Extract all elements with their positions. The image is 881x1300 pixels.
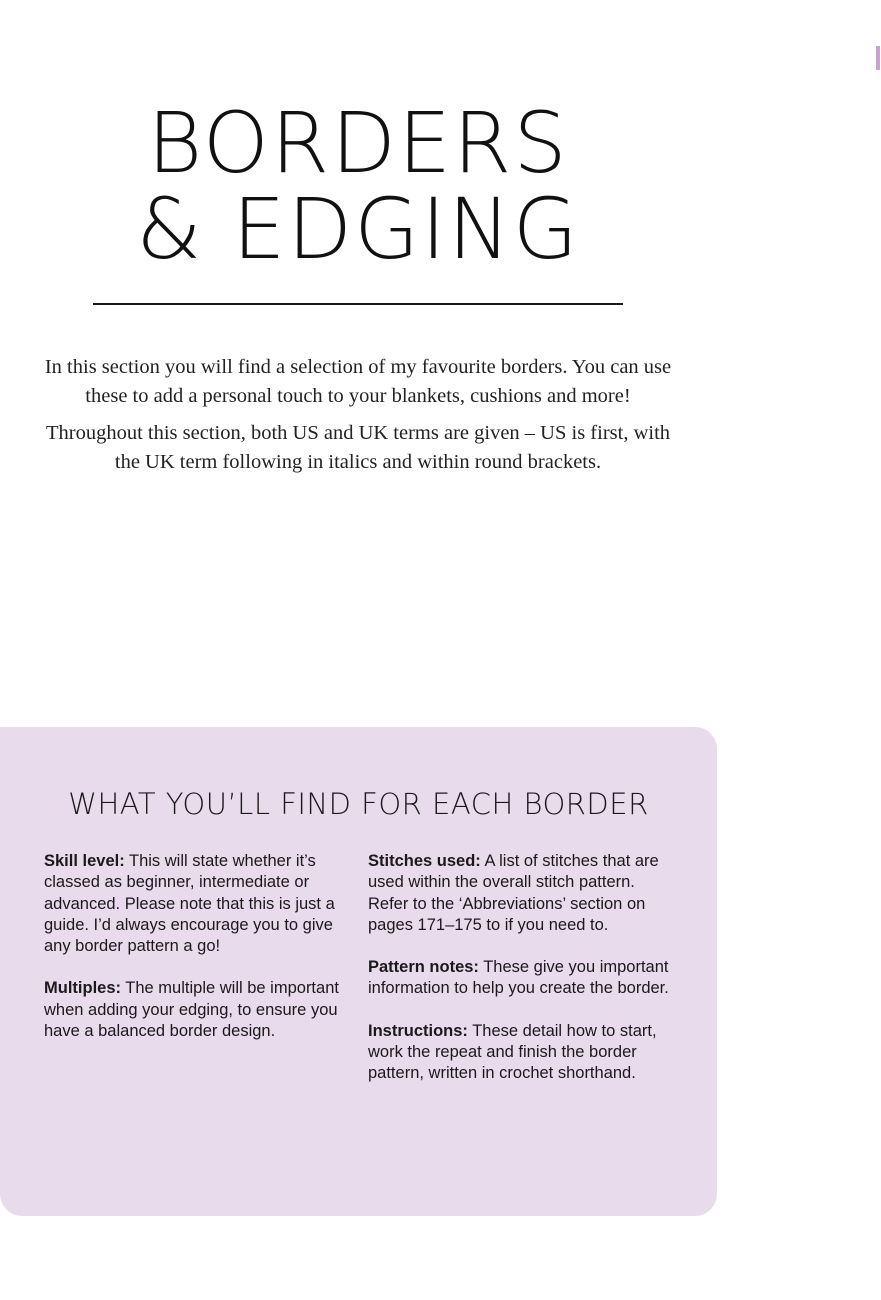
entry-term: Instructions: (368, 1021, 468, 1040)
intro-paragraph-2: Throughout this section, both US and UK terms are given – US is first, with the UK term following in italics and within round brackets. (45, 422, 671, 473)
entry-instructions (368, 1021, 672, 1085)
page-title-line-2: & EDGING (136, 180, 580, 278)
title-divider (93, 303, 623, 305)
page-title (0, 94, 716, 278)
entry-skill-level (44, 851, 340, 957)
section-tab-marker (876, 46, 880, 70)
intro-text (40, 353, 676, 485)
entry-multiples (44, 978, 340, 1042)
entry-term: Stitches used: (368, 852, 481, 870)
entry-description: These detail how to start, work the repeat and finish the border pattern, written in crochet shorthand. (368, 1021, 657, 1083)
info-panel-heading: WHAT YOU’LL FIND FOR EACH BORDER (68, 787, 649, 821)
entry-stitches-used (368, 851, 672, 936)
entry-term: Pattern notes: (368, 958, 479, 977)
intro-paragraph-1: In this section you will find a selection of my favourite borders. You can use these to add a personal touch to your blankets, cushions and more! (44, 356, 672, 407)
entry-description: These give you important information to help you create the border. (368, 958, 669, 998)
info-column-right (368, 851, 672, 1106)
entry-term: Skill level: (44, 852, 125, 870)
entry-description: This will state whether it’s classed as beginner, intermediate or advanced. Please note that this is just a guide. I’d always encourage you to give any border pattern a go! (44, 852, 335, 956)
entry-description: A list of stitches that are used within the overall stitch pattern. Refer to the ‘Abbreviations’ section on pages 171–175 to if you need to. (368, 852, 659, 934)
entry-description: The multiple will be important when adding your edging, to ensure you have a balanced border design. (44, 979, 339, 1041)
entry-pattern-notes (368, 957, 672, 1000)
entry-term: Multiples: (44, 979, 121, 998)
info-column-left (44, 851, 340, 1063)
page-title-line-1: BORDERS (147, 94, 569, 192)
